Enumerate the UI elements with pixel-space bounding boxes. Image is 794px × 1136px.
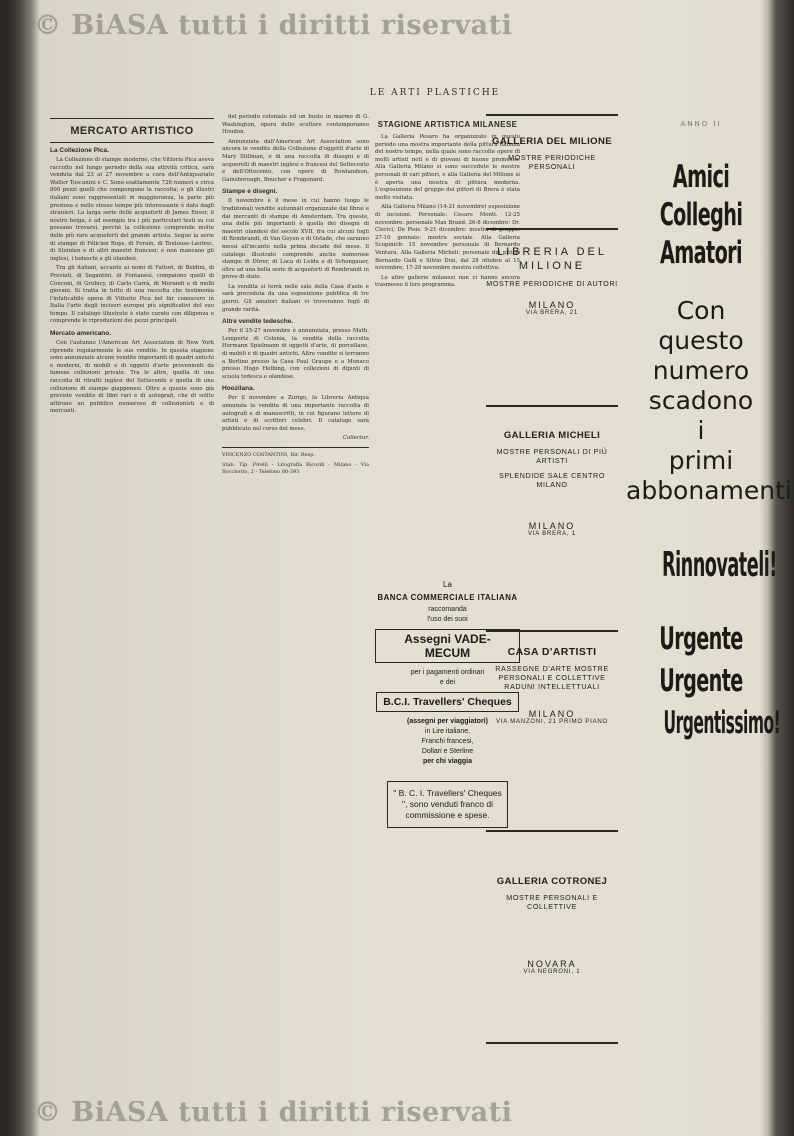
running-title: LE ARTI PLASTICHE	[369, 88, 501, 98]
divider	[486, 830, 618, 832]
divider	[222, 447, 369, 448]
libreria-del-milione	[486, 245, 618, 316]
galleria-cotronej	[486, 876, 618, 975]
banner-line: numero	[652, 356, 750, 385]
banner-line: Amatori	[660, 235, 742, 271]
paragraph: del periodo coloniale ed un busto in marmo di G. Washington, opera dello scultore contemporaneo Houdon.	[222, 114, 369, 136]
section-heading: Hoozilana.	[222, 385, 255, 393]
section-heading: La Collezione Pica.	[50, 147, 109, 154]
divider	[486, 228, 618, 230]
bci-advertisement	[375, 580, 520, 880]
banner-line: Colleghi	[659, 197, 743, 233]
casa-d-artisti	[486, 646, 618, 725]
banner-line: abbonamenti	[626, 476, 792, 505]
galleria-micheli	[486, 430, 618, 537]
gallery-description: MOSTRE PERSONALI E COLLETTIVE	[506, 893, 598, 911]
section-heading: Altre vendite tedesche.	[222, 318, 294, 326]
paragraph: La vendita si terrà nelle sale della Casa d'aste e sarà preceduta da una esposizione pubblica di tre giorni. Gli amatori italiani vi troveranno fogli di grande rarità.	[222, 283, 369, 313]
ad-line: Dollari e Sterline	[421, 748, 474, 755]
gallery-description: RASSEGNE D'ARTE MOSTRE PERSONALI E COLLETTIVE RADUNI INTELLETTUALI	[495, 664, 609, 691]
divider	[486, 630, 618, 632]
gallery-name: GALLERIA DEL MILIONE	[492, 136, 612, 147]
gallery-address: VIA BRERA, 1	[528, 531, 576, 537]
article-title: STAGIONE ARTISTICA MILANESE	[377, 120, 518, 129]
gallery-city: MILANO	[528, 300, 576, 310]
gallery-description: MOSTRE PERIODICHE DI AUTORI	[486, 279, 618, 288]
printer-imprint: Stab. Tip. Pirelli - Litografia Ricordi - Milano - Via Bocchetto, 2 - Telefono 80-393	[222, 462, 369, 475]
banner-tag: ANNO II	[680, 120, 722, 128]
paragraph: Le altre gallerie milanesi non ci hanno ancora trasmesso il loro programma.	[375, 274, 520, 289]
banner-line: i	[697, 416, 705, 445]
ad-line: in Lire italiane,	[424, 728, 471, 735]
paragraph: Per il novembre a Zurigo, la Libreria Antiqua annunzia la vendita di una importante raccolta di autografi e di manoscritti, in cui figurano lettere di artisti e di scrittori celebri. Il catalogo sarà pubblicato nel corso del mese.	[222, 395, 369, 432]
paragraph: Tra gli italiani, accanto ai nomi di Fattori, di Boldini, di Previati, di Segantini, di Fontanesi, compaiono quelli di Conconi, di Grubicy, di Carlo Carrà, di Morandi e di molti giovani. Si tratta in tutto di una raccolta che testimonia l'infaticabile opera di Vittorio Pica nel far conoscere in Italia l'arte degli incisori europei più significativi del suo tempo. Il catalogo illustrato è stato curato con diligenza e comprende le riproduzioni dei pezzi principali.	[50, 265, 214, 325]
paragraph: Alla Galleria Milano (14-21 novembre) esposizione di incisioni. Personale: Cesare Monti. 12-25 novembre: personale Max Brand. 26-8 dicembre: Dr. Clerici, De Pisis. 9-21 dicembre: mostra di gruppo. 27-10 gennaio: mostra sociale. Alla Galleria Scopinich: 15 novembre personale di Bernardo Ventura. Alla Galleria Micheli: personale dei pittori Bernardo Galli e Silvio Dini, dal 28 ottobre al 15 novembre; 17-28 novembre mostra collettiva.	[375, 204, 520, 272]
product-vade-mecum: Assegni VADE-MECUM	[375, 629, 520, 663]
ad-line: per i pagamenti ordinari	[410, 669, 485, 676]
banner-line: Urgente	[659, 621, 743, 657]
banner-line: Con	[676, 296, 726, 325]
banner-line: primi	[668, 446, 734, 475]
paragraph: Per il 25-27 novembre è annunziata, presso Math. Lempertz di Colonia, la vendita della raccolta Hermann Spielmann di oggetti d'arte, di porcellane, di mobili e di quadri antichi. Altre vendite si terranno a Berlino presso la Casa Paul Graupe e a Monaco presso Hugo Helbing, con collezioni di dipinti di scuola tedesca e olandese.	[222, 328, 369, 380]
divider	[50, 118, 214, 119]
ad-line: raccomanda	[428, 606, 467, 613]
paragraph: Con l'autunno l'American Art Association di New York riprende regolarmente le sue vendite. In questa stagione sono annunziate alcune vendite importanti di quadri antichi e moderni, di mobili e di oggetti d'arte provenienti da famose collezioni private. Tra le altre, quella di una raccolta di ritratti inglesi del Settecento e quella di una collezione di stampe giapponesi. Oltre a queste sono già previste vendite di libri rari e di autografi, che di solito attirano un pubblico numeroso di collezionisti e di mercanti.	[50, 340, 214, 415]
divider	[486, 1042, 618, 1044]
gallery-address: VIA BRERA, 21	[525, 310, 579, 316]
paragraph: La Collezione di stampe moderne, che Vittorio Pica aveva raccolto nel lungo periodo della sua attività critica, sarà venduta dal 23 al 27 novembre a cura dell'Antiquariato Walter Toscanini e C. Sono esattamente 726 numeri e circa 800 pezzi quelli che compongono la raccolta; e gli illustri italiani sono rappresentati in maggioranza, la parte più preziosa e nello stesso tempo più interessante è data dagli stranieri. La larga serie delle acqueforti di James Ensor, il nostro belga, è ad esempio tra i più particolari testi su cui possano trovarsi, perchè la collezione comprende molte delle più rare acqueforti del grande artista. Segue la serie di stampe di Félicien Rops, di Forain, di Toulouse-Lautrec, di Steinlen e di altri maestri francesi; e non mancano gli inglesi, i tedeschi e gli olandesi.	[50, 157, 214, 262]
subscription-banner	[626, 120, 792, 742]
article-title: MERCATO ARTISTICO	[70, 125, 194, 137]
gallery-city: MILANO	[528, 709, 576, 719]
banner-line: Urgente	[659, 663, 743, 699]
banner-line: Amici	[672, 159, 730, 195]
divider	[50, 142, 214, 143]
ad-footer-box: " B. C. I. Travellers' Cheques ", sono venduti franco di commissione e spese.	[387, 781, 508, 828]
section-heading: Stampe e disegni.	[222, 188, 278, 196]
gallery-name: LIBRERIA DEL MILIONE	[497, 246, 607, 272]
banner-line: Rinnovateli!	[662, 545, 777, 585]
divider	[486, 114, 618, 116]
bank-name: BANCA COMMERCIALE ITALIANA	[377, 593, 518, 602]
watermark-top: © BiASA tutti i diritti riservati	[34, 10, 513, 41]
banner-line: scadono	[648, 386, 754, 415]
banner-line: questo	[658, 326, 744, 355]
gallery-city: NOVARA	[527, 959, 577, 969]
paragraph: Il novembre è il mese in cui hanno luogo le tradizionali vendite autunnali organizzate dai librai e dai mercanti di stampe di Amsterdam. Tra queste, una delle più importanti è quella dei disegni di maestri olandesi del secolo XVII, fra cui alcuni fogli di Rembrandt, di Van Goyen e di Ostade, che saranno messi all'incanto nella prima decade del mese. Il catalogo illustrato comprende anche numerose stampe di Dürer, di Luca di Leida e di Schongauer, oltre ad una bella serie di acqueforti di Rembrandt in prove di stato.	[222, 198, 369, 281]
banner-line: Urgentissimo!	[663, 705, 781, 741]
column-mercato-artistico	[50, 114, 214, 1120]
gallery-del-milione	[486, 136, 618, 171]
signature: Collector.	[342, 435, 369, 442]
ad-line: Franchi francesi,	[421, 738, 474, 745]
paragraph: La Galleria Pesaro ha organizzato in questo periodo una mostra importante della pittura italiana del nostro tempo, nella quale sono raccolte opere di molti artisti noti e di giovani di buone promesse. Alla Galleria Milano si sono succedute le mostre personali di vari pittori, e alla Galleria del Milione si è aperta una mostra di pittura moderna. L'esposizione del gruppo dei pittori di Brera è stata molto visitata.	[375, 134, 520, 201]
gallery-name: GALLERIA COTRONEJ	[496, 876, 608, 887]
gallery-description: MOSTRE PERIODICHE PERSONALI	[508, 153, 596, 171]
divider	[486, 405, 618, 407]
product-travellers-cheques: B.C.I. Travellers' Cheques	[376, 692, 519, 712]
ad-line: l'uso dei suoi	[427, 616, 468, 623]
gallery-city: MILANO	[528, 521, 576, 531]
ad-intro: La	[443, 580, 452, 589]
ad-line: (assegni per viaggiatori)	[407, 718, 488, 725]
paragraph: Annunziata dall'American Art Association sono ancora le vendite della Collezione d'oggetti d'arte di Mary Stillman, e di una raccolta di disegni e di acquerelli di maestri inglesi e francesi del Settecento e dell'Ottocento, con opere di Rowlandson, Gainsborough, Boucher e Fragonard.	[222, 138, 369, 183]
column-continued	[222, 114, 369, 1120]
gallery-description: MOSTRE PERSONALI DI PIÙ ARTISTI	[496, 447, 608, 465]
ad-line: e dei	[439, 679, 456, 686]
gallery-name: CASA D'ARTISTI	[507, 646, 597, 658]
gallery-address: VIA MANZONI, 21 PRIMO PIANO	[496, 719, 608, 725]
gallery-description: SPLENDIDE SALE CENTRO MILANO	[498, 471, 606, 489]
gallery-name: GALLERIA MICHELI	[503, 430, 601, 441]
watermark-bottom: © BiASA tutti i diritti riservati	[34, 1097, 513, 1128]
ad-line: per chi viaggia	[422, 758, 473, 765]
director-line: VINCENZO COSTANTINI, Dir. Resp.	[222, 451, 315, 458]
gallery-address: VIA NEGRONI, 1	[523, 969, 581, 975]
section-heading: Mercato americano.	[50, 330, 112, 338]
